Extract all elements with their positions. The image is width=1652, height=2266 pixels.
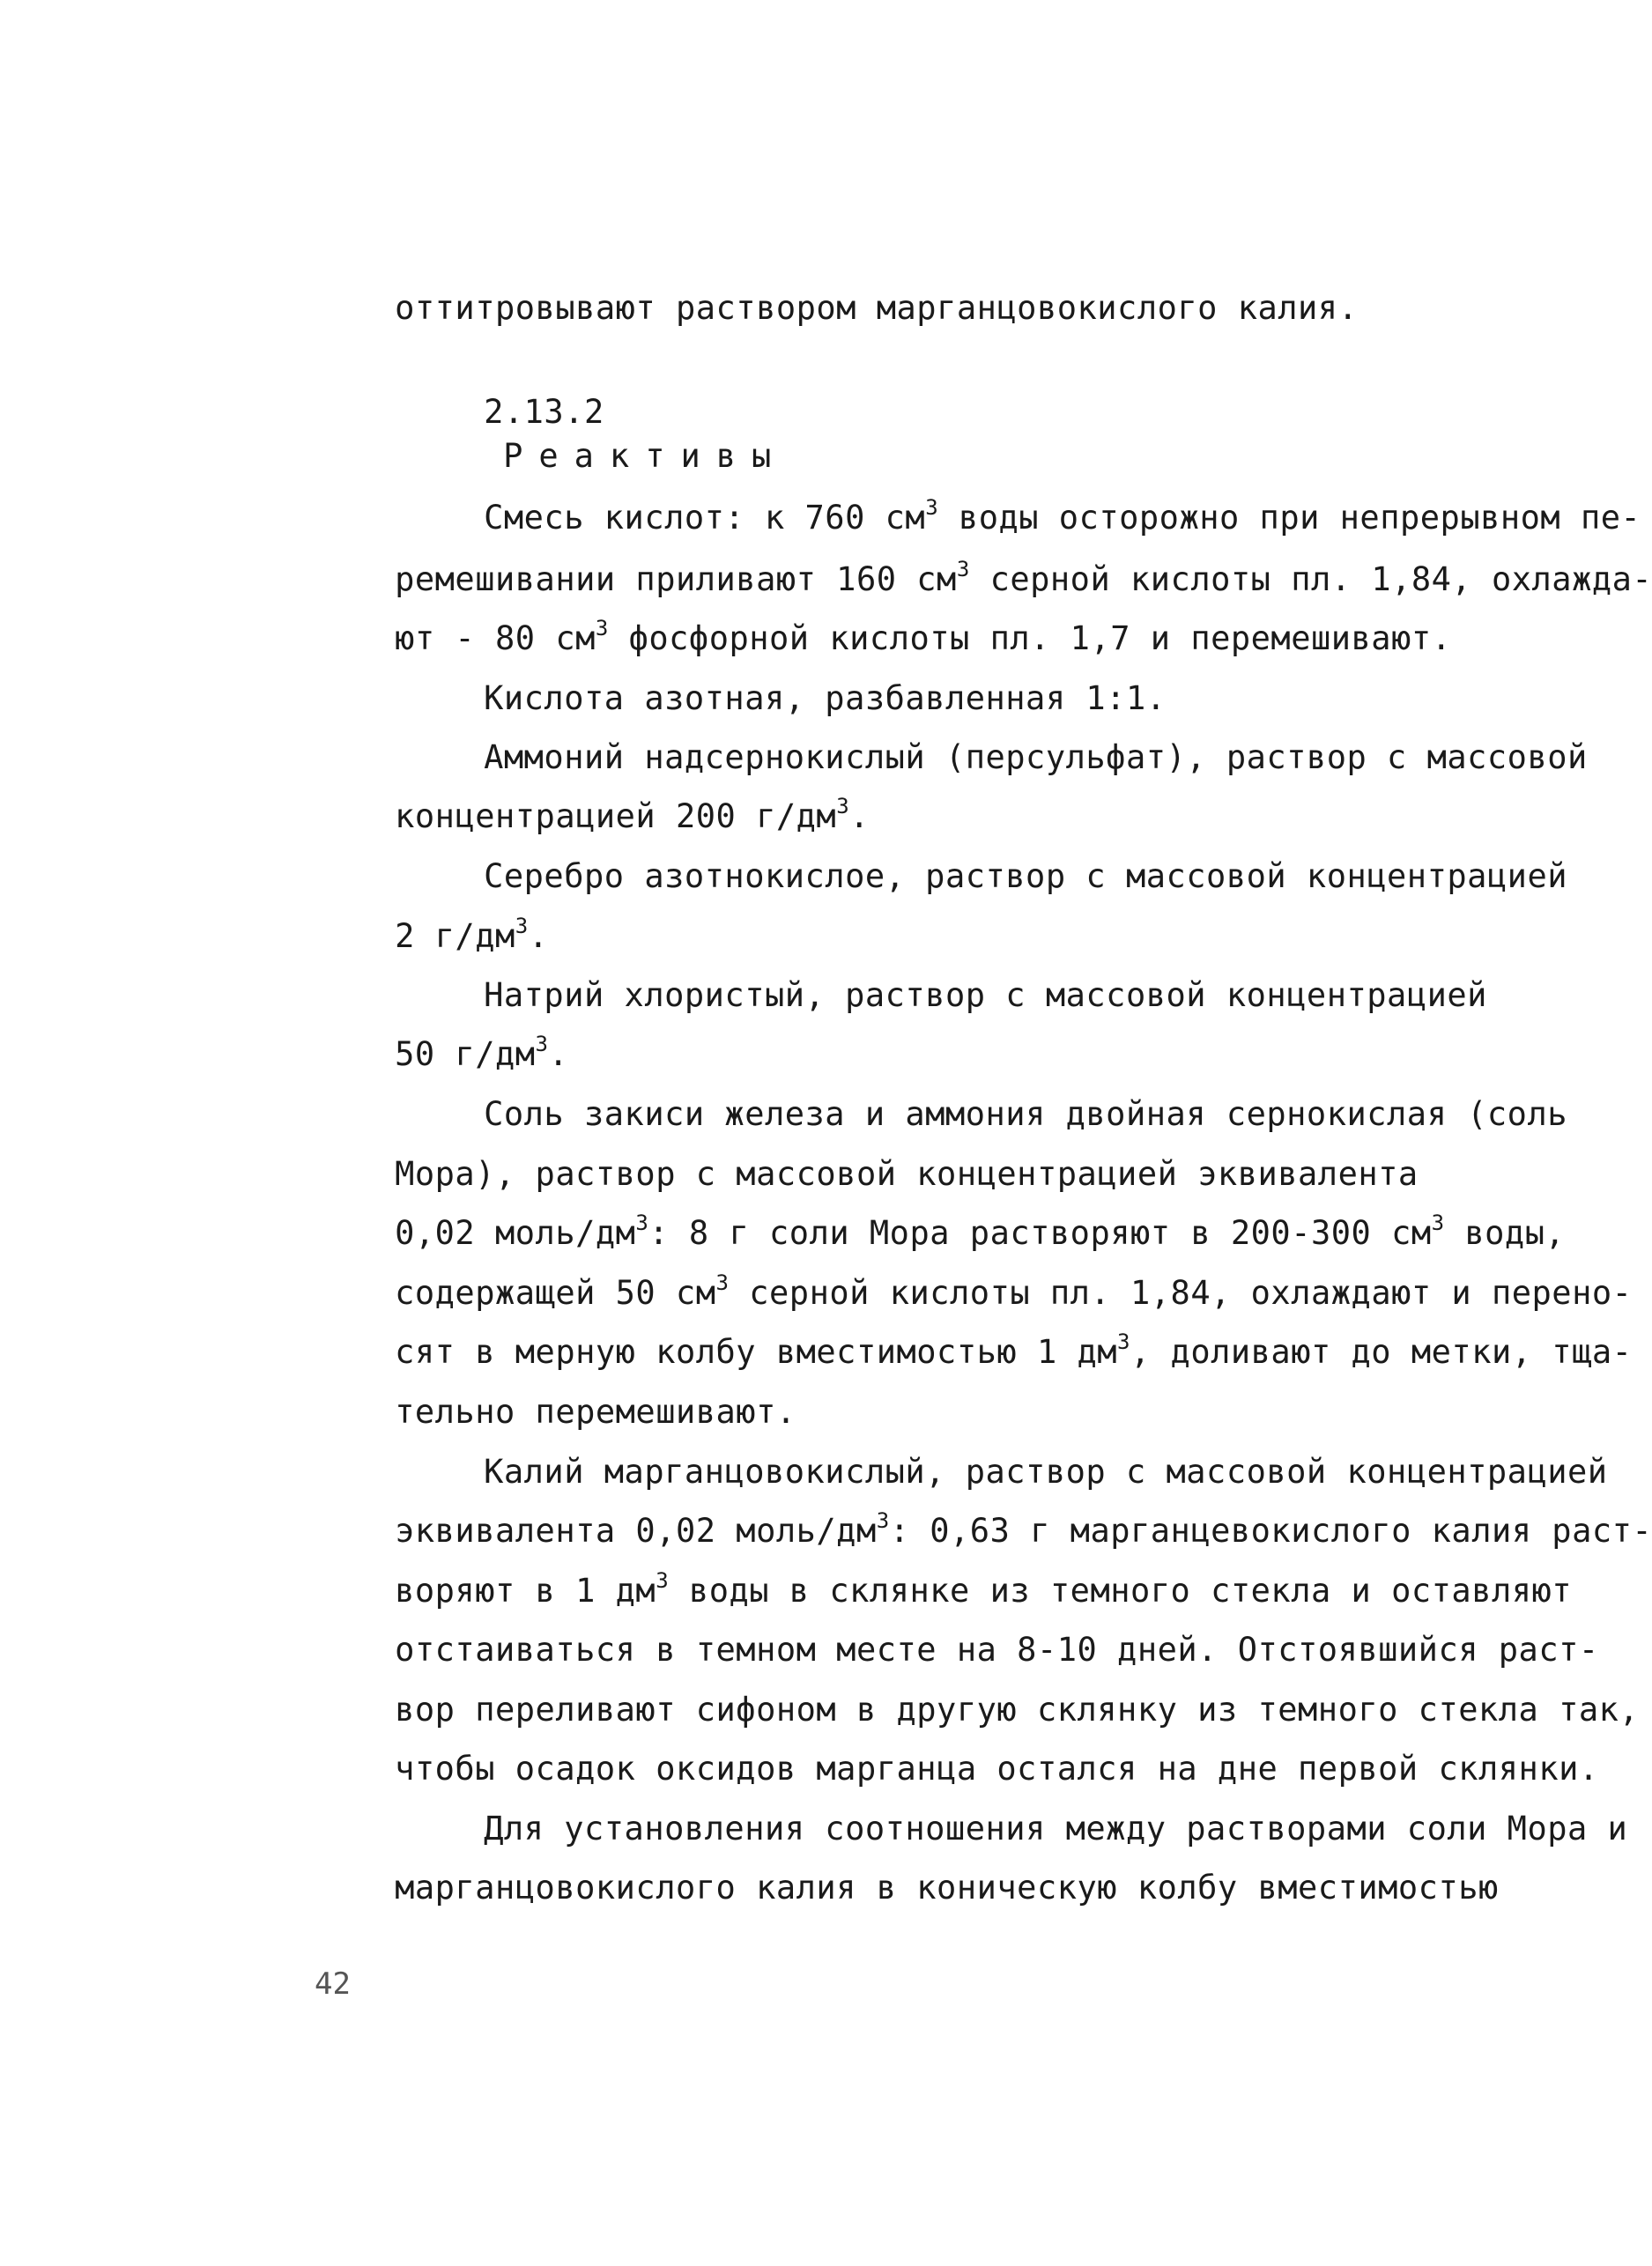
superscript: 3 bbox=[876, 1508, 890, 1533]
text-span: ремешивании приливают 160 см bbox=[395, 560, 957, 598]
text-span: воряют в 1 дм bbox=[395, 1572, 656, 1610]
text-span: Калий марганцовокислый, раствор с массовой концентрацией bbox=[484, 1453, 1608, 1491]
text-span: : 8 г соли Мора растворяют в 200-300 см bbox=[648, 1214, 1432, 1252]
text-span: Серебро азотнокислое, раствор с массовой концентрацией bbox=[484, 857, 1568, 895]
text-span: Для установления соотношения между растворами соли Мора и bbox=[484, 1810, 1628, 1848]
text-span: серной кислоты пл. 1,84, охлаждают и перено- bbox=[729, 1274, 1633, 1312]
text-span: сят в мерную колбу вместимостью 1 дм bbox=[395, 1333, 1118, 1371]
text-span: отстаиваться в темном месте на 8-10 дней. Отстоявшийся раст- bbox=[395, 1631, 1599, 1669]
text-span: воды осторожно при непрерывном пе- bbox=[938, 499, 1641, 537]
superscript: 3 bbox=[1431, 1211, 1445, 1235]
text-line bbox=[315, 1822, 1499, 1954]
page-number: 42 bbox=[315, 1966, 351, 2002]
text-span: содержащей 50 см bbox=[395, 1274, 716, 1312]
text-span: Аммоний надсернокислый (персульфат), раствор с массовой bbox=[484, 738, 1588, 776]
text-span: Соль закиси железа и аммония двойная сернокислая (соль bbox=[484, 1095, 1568, 1133]
section-title: Реактивы bbox=[503, 437, 788, 475]
text-span: марганцовокислого калия в коническую колбу вместимостью bbox=[395, 1869, 1499, 1907]
superscript: 3 bbox=[956, 557, 970, 581]
superscript: 3 bbox=[515, 914, 529, 938]
text-span: тельно перемешивают. bbox=[395, 1393, 796, 1431]
superscript: 3 bbox=[635, 1211, 649, 1235]
superscript: 3 bbox=[595, 616, 609, 641]
text-span: : 0,63 г марганцевокислого калия раст- bbox=[889, 1512, 1652, 1550]
text-span: вор переливают сифоном в другую склянку из темного стекла так, bbox=[395, 1691, 1640, 1729]
section-number: 2.13.2 bbox=[484, 393, 604, 431]
text-span: фосфорной кислоты пл. 1,7 и перемешивают. bbox=[608, 619, 1452, 657]
superscript: 3 bbox=[535, 1032, 549, 1056]
superscript: 3 bbox=[1117, 1329, 1130, 1354]
text-span: Натрий хлористый, раствор с массовой концентрацией bbox=[484, 976, 1487, 1014]
text-span: 0,02 моль/дм bbox=[395, 1214, 636, 1252]
text-span: концентрацией 200 г/дм bbox=[395, 797, 837, 835]
text-span: Смесь кислот: к 760 см bbox=[484, 499, 926, 537]
text-span: Кислота азотная, разбавленная 1:1. bbox=[484, 679, 1167, 717]
superscript: 3 bbox=[715, 1270, 730, 1295]
superscript: 3 bbox=[656, 1568, 670, 1593]
text-span: . bbox=[528, 917, 549, 955]
text-span: ют - 80 см bbox=[395, 619, 596, 657]
text-span: . bbox=[849, 797, 870, 835]
text-line bbox=[404, 811, 1567, 943]
text-span: воды, bbox=[1444, 1214, 1566, 1252]
text-span: чтобы осадок оксидов марганца остался на дне первой склянки. bbox=[395, 1750, 1599, 1788]
text-span: оттитровывают раствором марганцовокислого калия. bbox=[395, 289, 1359, 327]
text-span: 50 г/дм bbox=[395, 1035, 536, 1073]
superscript: 3 bbox=[925, 495, 939, 520]
text-span: 2 г/дм bbox=[395, 917, 515, 955]
text-span: , доливают до метки, тща- bbox=[1130, 1333, 1633, 1371]
text-span: Мора), раствор с массовой концентрацией эквивалента bbox=[395, 1155, 1419, 1193]
text-span: серной кислоты пл. 1,84, охлажда- bbox=[969, 560, 1652, 598]
superscript: 3 bbox=[836, 794, 850, 818]
text-span: эквивалента 0,02 моль/дм bbox=[395, 1512, 877, 1550]
text-span: . bbox=[548, 1035, 569, 1073]
text-span: воды в склянке из темного стекла и оставляют bbox=[669, 1572, 1573, 1610]
